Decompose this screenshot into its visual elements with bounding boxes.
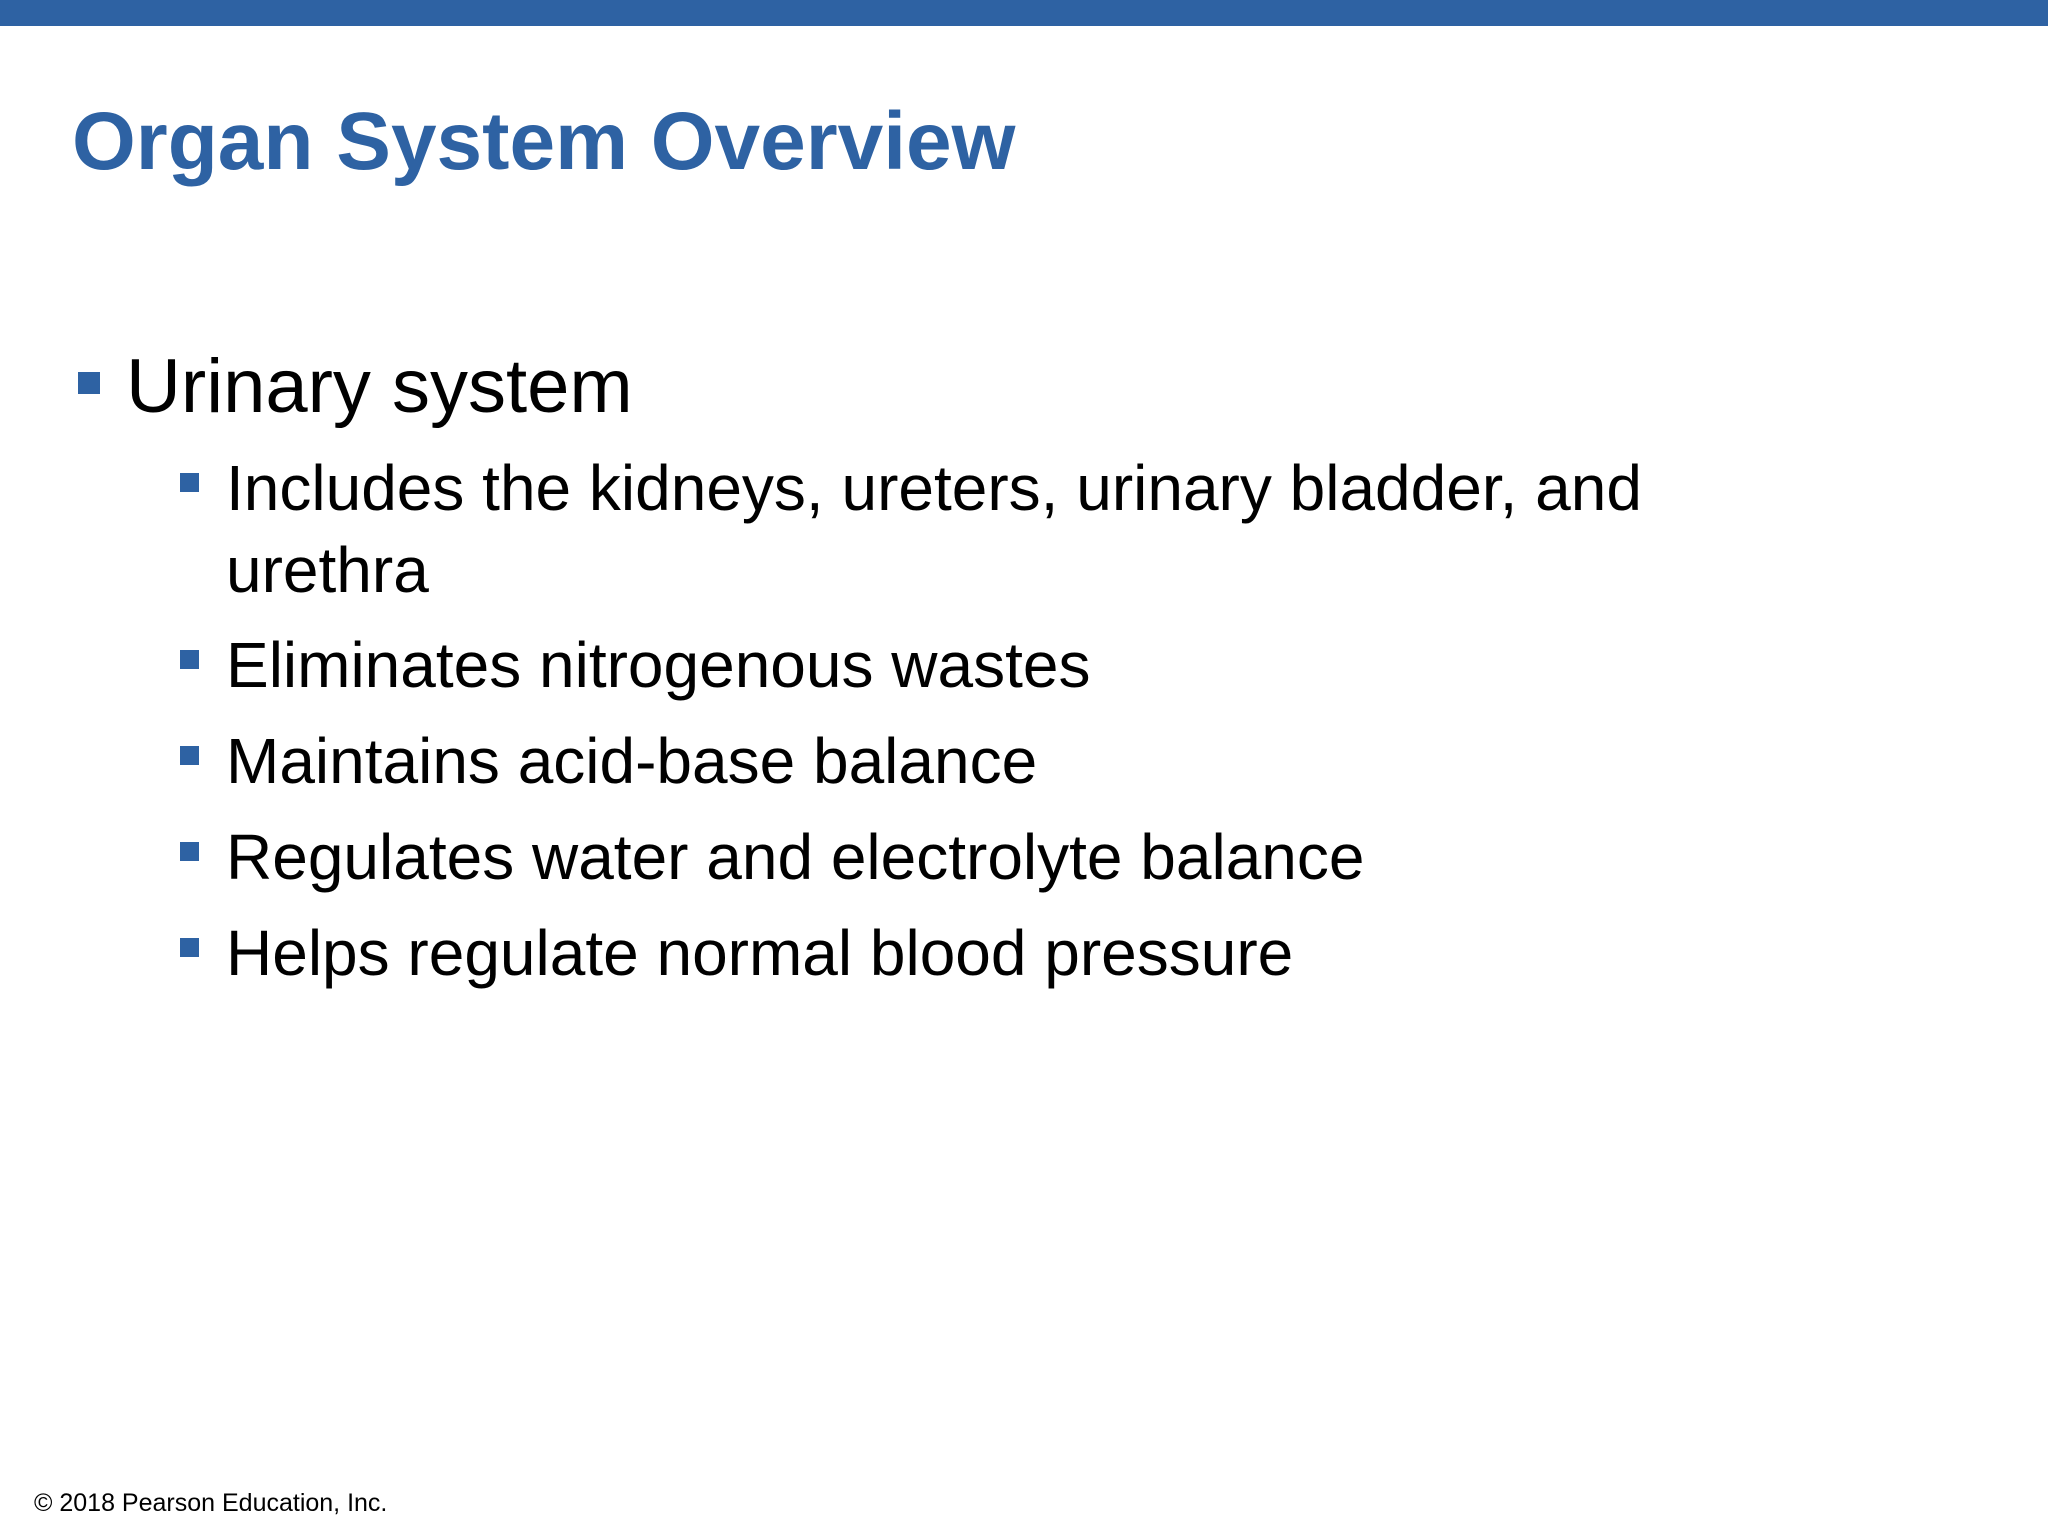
square-bullet-icon	[78, 372, 100, 394]
header-bar	[0, 0, 2048, 26]
sub-bullet-text: Includes the kidneys, ureters, urinary bladder, and urethra	[226, 452, 1642, 606]
sub-bullet-maintains	[180, 720, 1806, 802]
square-bullet-icon	[180, 746, 199, 765]
bullet-urinary-system	[78, 342, 633, 432]
sub-bullet-text: Helps regulate normal blood pressure	[226, 917, 1294, 989]
square-bullet-icon	[180, 938, 199, 957]
sub-bullet-text: Maintains acid-base balance	[226, 725, 1038, 797]
sub-bullet-eliminates	[180, 624, 1806, 706]
bullet-text: Urinary system	[126, 344, 633, 429]
sub-bullet-includes	[180, 447, 1806, 611]
sub-bullet-text: Eliminates nitrogenous wastes	[226, 629, 1091, 701]
square-bullet-icon	[180, 842, 199, 861]
slide-title: Organ System Overview	[72, 96, 1016, 187]
sub-bullet-helps	[180, 912, 1806, 994]
sub-bullet-text: Regulates water and electrolyte balance	[226, 821, 1365, 893]
square-bullet-icon	[180, 473, 199, 492]
copyright-footer: © 2018 Pearson Education, Inc.	[34, 1489, 388, 1517]
square-bullet-icon	[180, 650, 199, 669]
sub-bullet-regulates	[180, 816, 1806, 898]
